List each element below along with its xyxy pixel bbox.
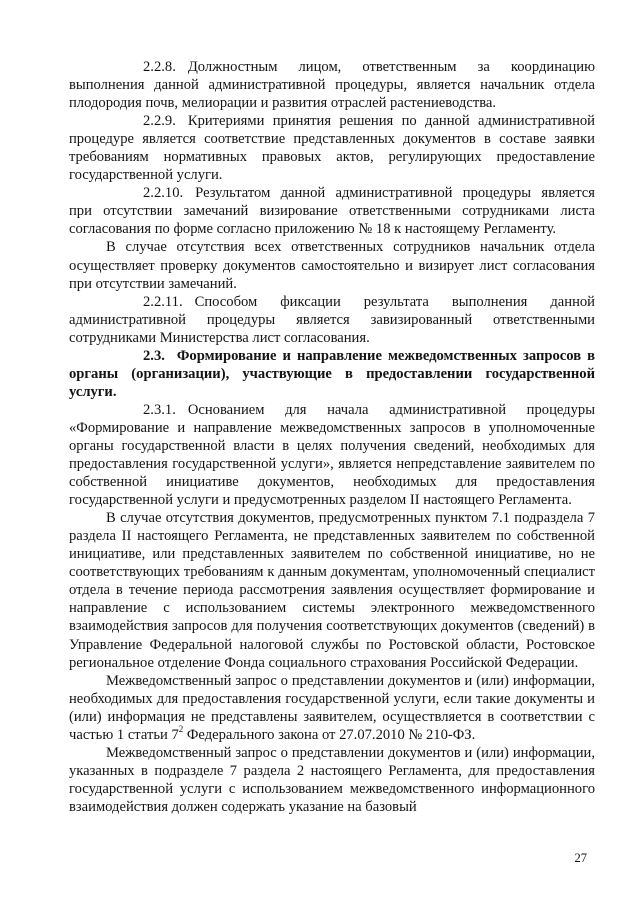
paragraph-text: Межведомственный запрос о представлении документов и (или) информации, необходимых для предоставления государственной услуги, если такие документы и (или) информация не представлены заявителем, осуществляется в соответствии с частью 1 статьи 7 — [69, 672, 595, 743]
clause-text: Критериями принятия решения по данной административной процедуре является соответствие представленных документов в составе заявки требованиям нормативных правовых актов, регулирующих предоставление государственной услуги. — [69, 113, 595, 184]
clause-number: 2.2.11. — [143, 293, 183, 310]
paragraph-absence-documents — [69, 509, 595, 671]
paragraph-2-2-10 — [69, 184, 595, 238]
clause-number: 2.2.10. — [143, 185, 184, 202]
paragraph-text-tail: Федерального закона от 27.07.2010 № 210-ФЗ. — [183, 726, 476, 743]
clause-text: Должностным лицом, ответственным за координацию выполнения данной административной процедуры, является начальник отдела плодородия почв, мелиорации и развития отраслей растениеводства. — [69, 59, 595, 112]
paragraph-absence-staff — [69, 238, 595, 292]
clause-text: Способом фиксации результата выполнения данной административной процедуры является завизированный ответственными сотрудниками Министерства лист согласования. — [69, 293, 595, 346]
clause-text: Основанием для начала административной процедуры «Формирование и направление межведомственных запросов в уполномоченные органы государственной власти в целях получения сведений, необходимых для предоставления государственной услуги», является непредставление заявителем по собственной инициативе документов, необходимых для предоставления государственной услуги и предусмотренных разделом II настоящего Регламента. — [69, 401, 595, 509]
document-page — [69, 58, 595, 816]
clause-number: 2.2.9. — [143, 113, 176, 130]
section-title: Формирование и направление межведомственных запросов в органы (организации), участвующие в предоставлении государственной услуги. — [69, 347, 595, 400]
paragraph-text: В случае отсутствия документов, предусмотренных пунктом 7.1 подраздела 7 раздела II настоящего Регламента, не представленных заявителем по собственной инициативе, или представленных заявителем по собственной инициативе, но не соответствующих требованиям к данным документам, уполномоченный специалист отдела в течение периода рассмотрения заявления осуществляет формирование и направление с использованием системы электронного межведомственного взаимодействия запросов для получения соответствующих документов (сведений) в Управление Федеральной налоговой службы по Ростовской области, Ростовское региональное отделение Фонда социального страхования Российской Федерации. — [69, 510, 595, 671]
section-number: 2.3. — [143, 347, 165, 364]
paragraph-2-3-1 — [69, 401, 595, 509]
clause-number: 2.3.1. — [143, 401, 176, 418]
paragraph-interagency-request-2 — [69, 744, 595, 816]
paragraph-2-2-11 — [69, 293, 595, 347]
section-heading-2-3 — [69, 347, 595, 401]
paragraph-2-2-9 — [69, 112, 595, 184]
superscript-2: 2 — [178, 723, 184, 734]
paragraph-2-2-8 — [69, 58, 595, 112]
clause-number: 2.2.8. — [143, 59, 176, 75]
page-number: 27 — [574, 851, 587, 865]
paragraph-interagency-request-1 — [69, 672, 595, 744]
paragraph-text: Межведомственный запрос о представлении документов и (или) информации, указанных в подразделе 7 раздела 2 настоящего Регламента, для предоставления государственной услуги с использованием межведомственного информационного взаимодействия должен содержать указание на базовый — [69, 744, 595, 815]
paragraph-text: В случае отсутствия всех ответственных сотрудников начальник отдела осуществляет проверку документов самостоятельно и визирует лист согласования при отсутствии замечаний. — [69, 239, 595, 292]
clause-text: Результатом данной административной процедуры является при отсутствии замечаний визирование ответственными сотрудниками листа согласования по форме согласно приложению № 18 к настоящему Регламенту. — [69, 185, 595, 238]
